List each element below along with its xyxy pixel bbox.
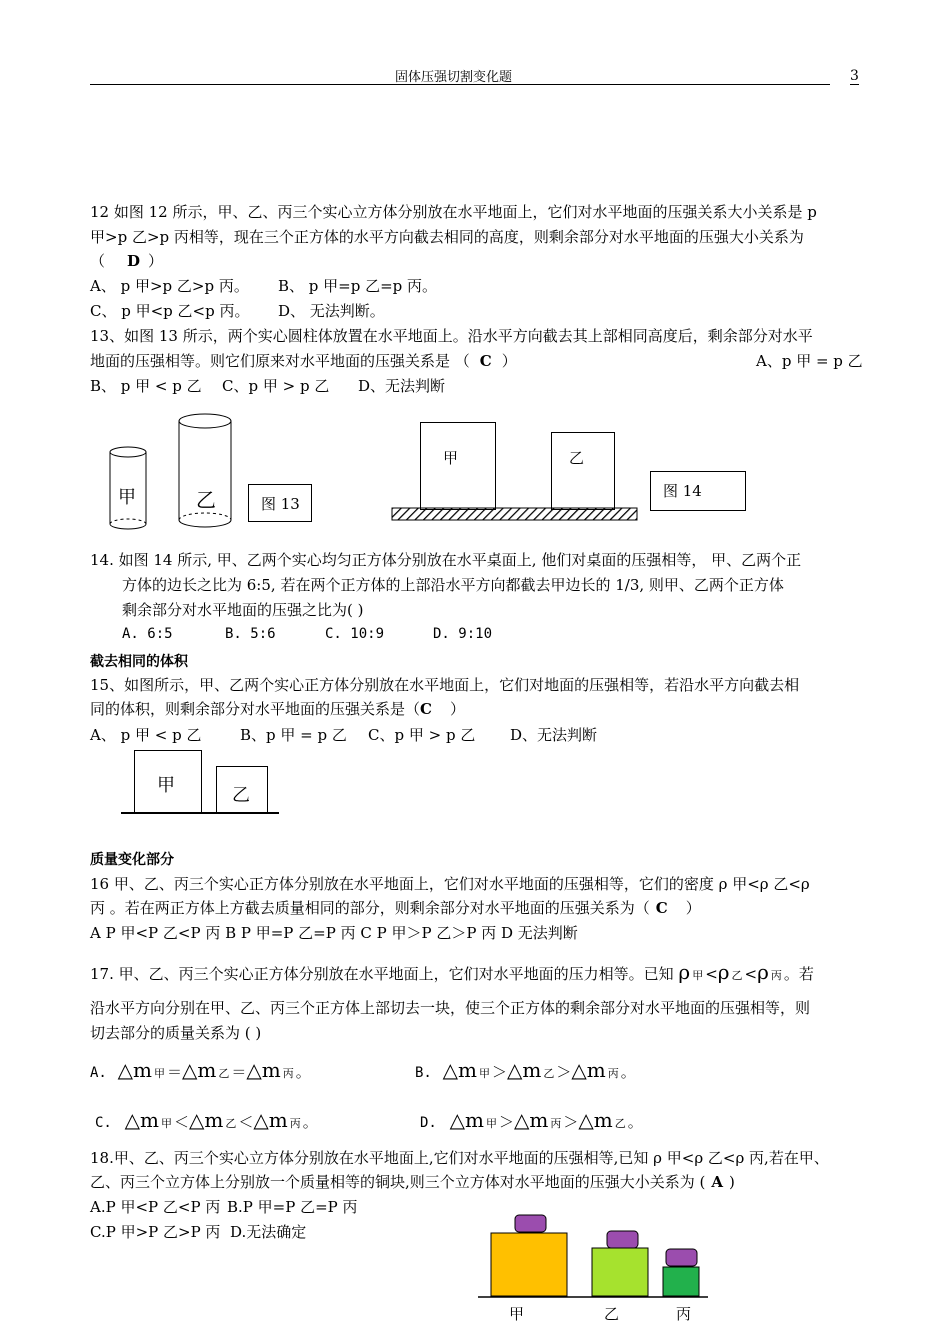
fig14-block-jia — [420, 422, 496, 510]
section-heading-volume: 截去相同的体积 — [90, 654, 188, 670]
q16-options: A P 甲<P 乙<P 丙 B P 甲=P 乙=P 丙 C P 甲＞P 乙＞P 丙 D 无法判断 — [90, 924, 578, 942]
q15-option-a: A、 p 甲 < p 乙 — [90, 726, 202, 744]
q18-option-b: B.P 甲=P 乙=P 丙 — [227, 1198, 358, 1216]
q13-option-b: B、 p 甲 < p 乙 — [90, 377, 202, 395]
fig18-label-yi: 乙 — [604, 1305, 620, 1323]
fig18-cube-jia — [491, 1233, 567, 1296]
fig14-caption-box — [650, 471, 746, 511]
q12-option-b: B、 p 甲=p 乙=p 丙。 — [278, 277, 438, 295]
q13-line1: 13、如图 13 所示，两个实心圆柱体放置在水平地面上。沿水平方向截去其上部相同高度后，剩余部分对水平 — [90, 327, 813, 345]
fig18-copper-block-bing — [666, 1249, 697, 1266]
q12-answer: D — [127, 252, 141, 270]
q12-option-c: C、 p 甲<p 乙<p 丙。 — [90, 302, 250, 320]
fig15-block-jia — [134, 750, 202, 814]
q12-option-d: D、 无法判断。 — [278, 302, 385, 320]
fig15-block-yi — [216, 766, 268, 814]
q15-line2: 同的体积，则剩余部分对水平地面的压强关系是（C ） — [90, 700, 465, 718]
q17-option-c: C. △m 甲 ＜△m 乙 ＜△m 丙 。 — [95, 1108, 318, 1132]
q17-option-b: B. △m 甲 ＞△m 乙 ＞△m 丙 。 — [415, 1058, 636, 1082]
q14-option-a: A. 6:5 — [122, 626, 173, 642]
q17-option-a: A. △m 甲 ＝△m 乙 ＝△m 丙 。 — [90, 1058, 311, 1082]
q13-option-a: A、p 甲 = p 乙 — [756, 352, 863, 370]
q18-line2: 乙、丙三个立方体上分别放一个质量相等的铜块,则三个立方体对水平地面的压强大小关系为 ( A ) — [90, 1173, 735, 1191]
cylinder-yi-label: 乙 — [196, 488, 216, 512]
q18-option-a: A.P 甲<P 乙<P 丙 — [90, 1198, 221, 1216]
q12-line1: 12 如图 12 所示，甲、乙、丙三个实心立方体分别放在水平地面上，它们对水平地面的压强关系大小关系是 p — [90, 203, 817, 221]
header-rule — [90, 84, 830, 85]
q16-line1: 16 甲、乙、丙三个实心正方体分别放在水平地面上，它们对水平地面的压强相等，它们的密度 ρ 甲<ρ 乙<ρ — [90, 875, 810, 893]
q17-line3: 切去部分的质量关系为 ( ) — [90, 1024, 262, 1042]
fig14-hatched-table — [392, 508, 637, 521]
q18-line1: 18.甲、乙、丙三个实心立方体分别放在水平地面上,它们对水平地面的压强相等,已知 ρ 甲<ρ 乙<ρ 丙,若在甲、 — [90, 1149, 829, 1167]
q15-option-d: D、无法判断 — [510, 726, 598, 744]
fig14-block-yi — [551, 432, 615, 510]
q15-line1: 15、如图所示，甲、乙两个实心正方体分别放在水平地面上，它们对地面的压强相等，若沿水平方向截去相 — [90, 676, 800, 694]
q14-option-d: D. 9:10 — [433, 626, 493, 642]
q17-line2: 沿水平方向分别在甲、乙、丙三个正方体上部切去一块，使三个正方体的剩余部分对水平地面的压强相等，则 — [90, 999, 811, 1017]
fig15-block-jia-label: 甲 — [157, 775, 175, 796]
fig18-label-jia: 甲 — [509, 1305, 525, 1323]
figure-13 — [100, 405, 230, 535]
q14-line1: 14. 如图 14 所示, 甲、乙两个实心均匀正方体分别放在水平桌面上, 他们对桌面的压强相等， 甲、乙两个正 — [90, 551, 802, 569]
fig14-block-yi-label: 乙 — [569, 449, 585, 467]
q16-line2: 丙 。若在两正方体上方截去质量相同的部分，则剩余部分对水平地面的压强关系为（ C ） — [90, 899, 701, 917]
q17-line1: 17. 甲、乙、丙三个实心正方体分别放在水平地面上，它们对水平地面的压力相等。已知 ρ 甲 <ρ 乙 <ρ 丙 。若 — [90, 960, 814, 984]
q14-option-b: B. 5:6 — [225, 626, 276, 642]
q13-line2: 地面的压强相等。则它们原来对水平地面的压强关系是 （ C ） — [90, 352, 517, 370]
q14-option-c: C. 10:9 — [325, 626, 385, 642]
q17-option-d: D. △m 甲 ＞△m 丙 ＞△m 乙 。 — [420, 1108, 643, 1132]
q18-option-c: C.P 甲>P 乙>P 丙 — [90, 1223, 221, 1241]
q14-line2: 方体的边长之比为 6:5, 若在两个正方体的上部沿水平方向都截去甲边长的 1/3, 则甲、乙两个正方体 — [122, 576, 784, 594]
fig13-caption-box — [248, 484, 312, 522]
q14-line3: 剩余部分对水平地面的压强之比为( ) — [122, 601, 364, 619]
section-heading-mass: 质量变化部分 — [90, 852, 174, 868]
fig15-block-yi-label: 乙 — [232, 785, 250, 806]
q12-answer-line: （ D ） — [90, 252, 164, 270]
q12-option-a: A、 p 甲>p 乙>p 丙。 — [90, 277, 249, 295]
fig18-copper-block-yi — [607, 1231, 638, 1248]
q13-answer: C — [479, 352, 492, 370]
q15-answer: C — [420, 700, 432, 718]
q18-option-d: D.无法确定 — [230, 1223, 307, 1241]
q12-line2: 甲>p 乙>p 丙相等，现在三个正方体的水平方向截去相同的高度，则剩余部分对水平地面的压强大小关系为 — [90, 228, 804, 246]
cylinder-jia-label: 甲 — [118, 487, 136, 508]
q13-option-d: D、无法判断 — [358, 377, 446, 395]
fig15-ground — [121, 812, 279, 814]
q16-answer: C — [655, 899, 668, 917]
fig18-cube-bing — [663, 1267, 699, 1296]
fig18-copper-block-jia — [515, 1215, 546, 1232]
fig18-label-bing: 丙 — [676, 1305, 692, 1323]
fig14-caption: 图 14 — [663, 482, 702, 500]
page-number: 3 — [850, 68, 859, 84]
q15-option-c: C、p 甲 > p 乙 — [368, 726, 476, 744]
q18-answer: A — [711, 1173, 724, 1191]
figure-18 — [478, 1210, 708, 1310]
q15-option-b: B、p 甲 = p 乙 — [240, 726, 347, 744]
fig18-cube-yi — [592, 1248, 648, 1296]
fig13-caption: 图 13 — [261, 495, 300, 513]
q13-option-c: C、p 甲 > p 乙 — [222, 377, 330, 395]
header-title: 固体压强切割变化题 — [395, 70, 513, 85]
fig14-block-jia-label: 甲 — [443, 449, 459, 467]
